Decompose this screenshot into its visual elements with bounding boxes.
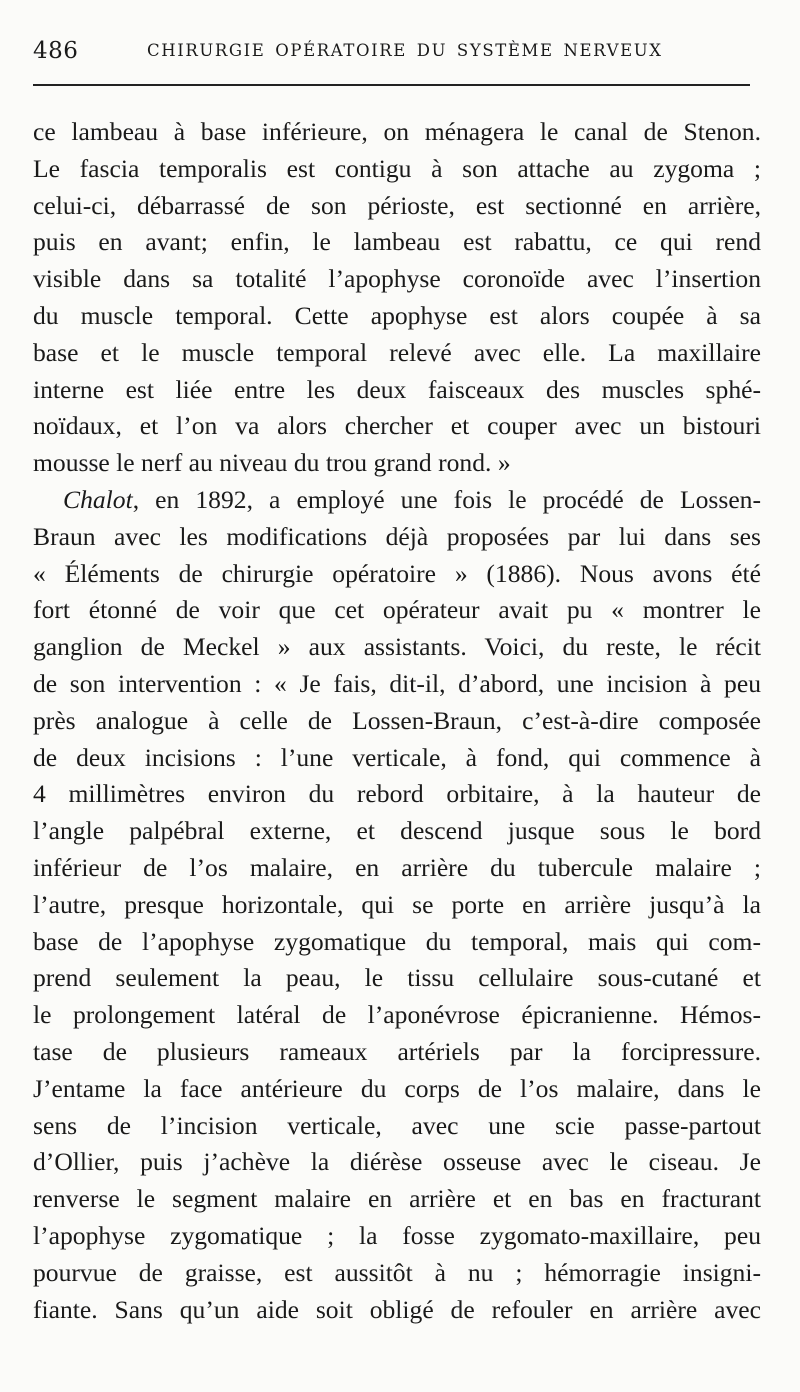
text-line: celui-ci, débarrassé de son périoste, est sectionné en arrière, [33, 190, 761, 220]
text-line: l’angle palpébral externe, et descend jusque sous le bord [33, 816, 761, 846]
text-line: J’entame la face antérieure du corps de l’os malaire, dans le [33, 1073, 761, 1103]
text-line: fort étonné de voir que cet opérateur avait pu « montrer le [33, 595, 761, 625]
text-line: fiante. Sans qu’un aide soit obligé de refouler en arrière avec [33, 1294, 761, 1324]
body-text [33, 114, 761, 1328]
author-name: Chalot [63, 484, 133, 514]
text-line: « Éléments de chirurgie opératoire » (1886). Nous avons été [33, 558, 761, 588]
text-line: interne est liée entre les deux faisceaux des muscles sphé- [33, 374, 761, 404]
text-line: près analogue à celle de Lossen-Braun, c’est-à-dire composée [33, 705, 761, 735]
text-line: du muscle temporal. Cette apophyse est alors coupée à sa [33, 300, 761, 330]
text-line: ganglion de Meckel » aux assistants. Voici, du reste, le récit [33, 632, 761, 662]
text-line: de son intervention : « Je fais, dit-il, d’abord, une incision à peu [33, 668, 761, 698]
text-line: base et le muscle temporal relevé avec elle. La maxillaire [33, 337, 761, 367]
text-line: l’autre, presque horizontale, qui se porte en arrière jusqu’à la [33, 889, 761, 919]
text-line: inférieur de l’os malaire, en arrière du tubercule malaire ; [33, 852, 761, 882]
text-line: sens de l’incision verticale, avec une scie passe-partout [33, 1110, 761, 1140]
text-line: Braun avec les modifications déjà proposées par lui dans ses [33, 521, 761, 551]
text-line: visible dans sa totalité l’apophyse coronoïde avec l’insertion [33, 264, 761, 294]
text-line: puis en avant; enfin, le lambeau est rabattu, ce qui rend [33, 227, 761, 257]
running-title: CHIRURGIE OPÉRATOIRE DU SYSTÈME NERVEUX [147, 41, 663, 60]
text-line: pourvue de graisse, est aussitôt à nu ; hémorragie insigni- [33, 1257, 761, 1287]
text-line: tase de plusieurs rameaux artériels par la forcipressure. [33, 1036, 761, 1066]
text-line: l’apophyse zygomatique ; la fosse zygomato-maxillaire, peu [33, 1220, 761, 1250]
text-run: , en 1892, a employé une fois le procédé de Lossen- [132, 484, 761, 514]
paragraph-first-line [33, 482, 761, 519]
text-line: noïdaux, et l’on va alors chercher et couper avec un bistouri [33, 411, 761, 441]
page-number: 486 [33, 38, 79, 64]
text-line: prend seulement la peau, le tissu cellulaire sous-cutané et [33, 963, 761, 993]
text-line: de deux incisions : l’une verticale, à fond, qui commence à [33, 742, 761, 772]
text-line: le prolongement latéral de l’aponévrose épicranienne. Hémos- [33, 1000, 761, 1030]
text-line: 4 millimètres environ du rebord orbitaire, à la hauteur de [33, 779, 761, 809]
header-rule [33, 84, 750, 86]
text-line: Le fascia temporalis est contigu à son attache au zygoma ; [33, 153, 761, 183]
running-head [33, 36, 753, 70]
text-line: d’Ollier, puis j’achève la diérèse osseuse avec le ciseau. Je [33, 1147, 761, 1177]
text-line: mousse le nerf au niveau du trou grand rond. » [33, 448, 511, 478]
text-line: ce lambeau à base inférieure, on ménagera le canal de Stenon. [33, 117, 761, 146]
text-line: renverse le segment malaire en arrière et en bas en fracturant [33, 1184, 761, 1214]
text-line: base de l’apophyse zygomatique du temporal, mais qui com- [33, 926, 761, 956]
